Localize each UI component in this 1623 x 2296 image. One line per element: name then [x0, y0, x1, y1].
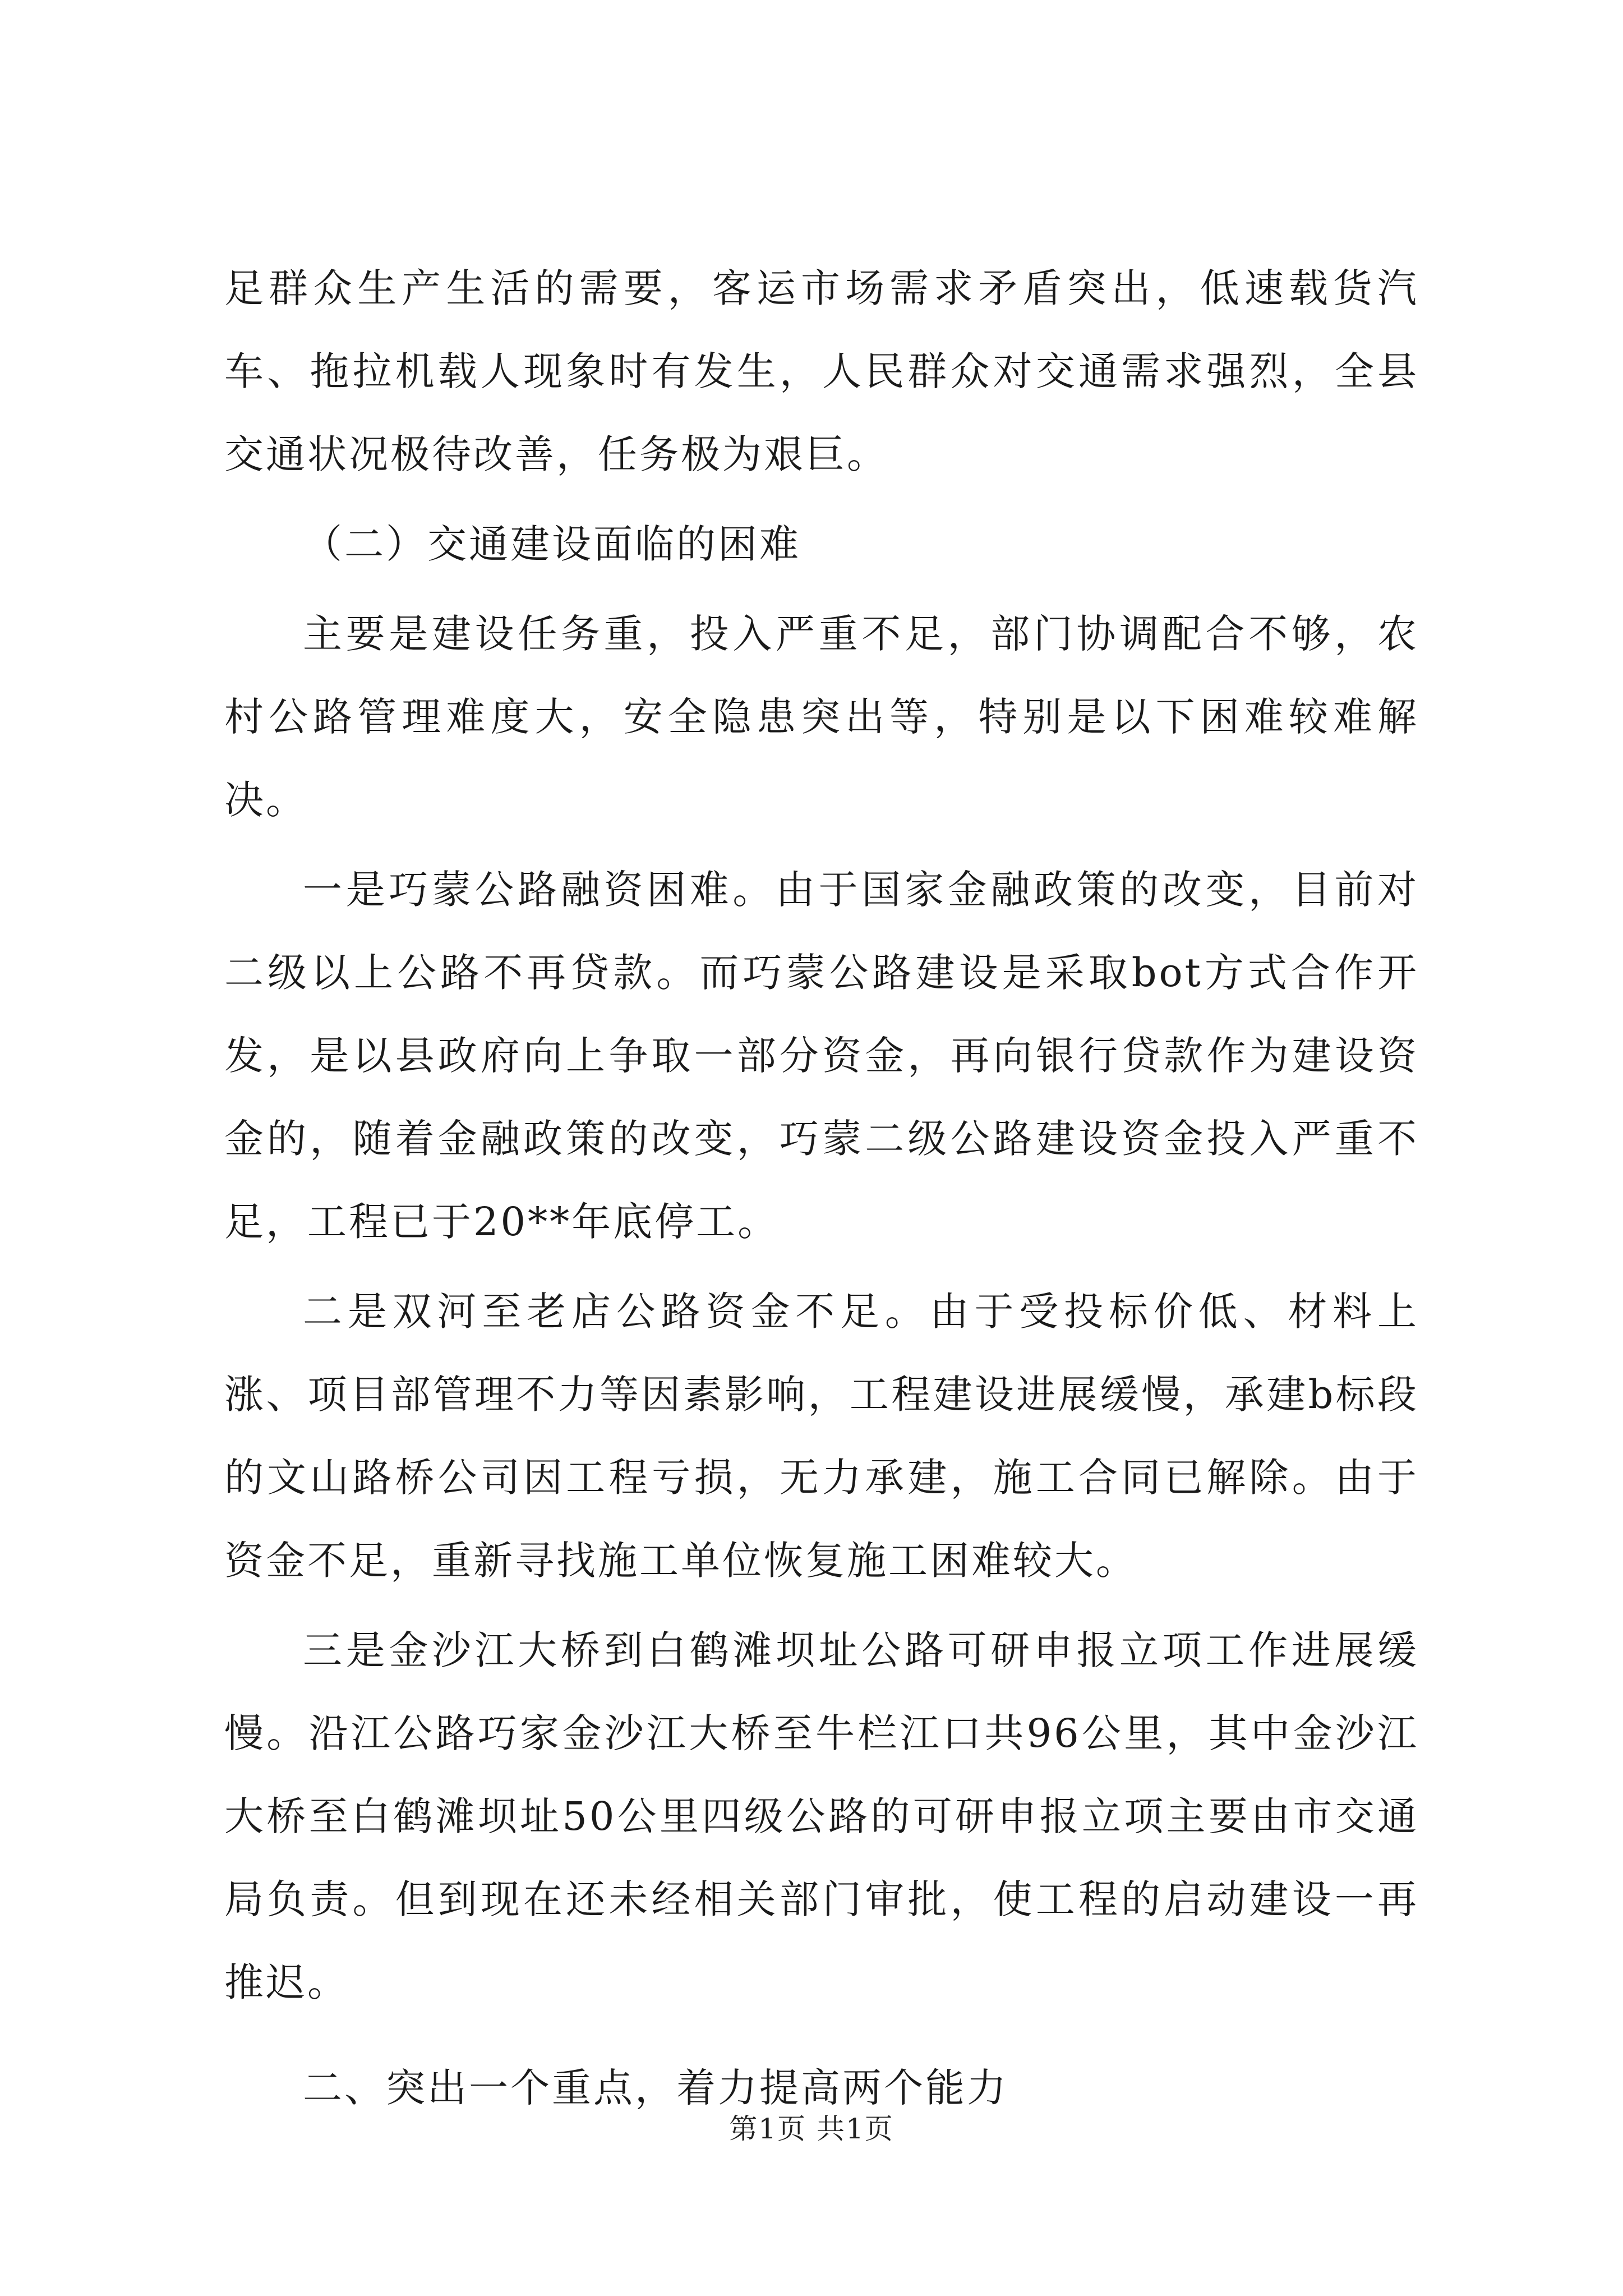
page-footer: 第1页 共1页 [729, 2113, 894, 2145]
paragraph-summary: 主要是建设任务重，投入严重不足，部门协调配合不够，农村公路管理难度大，安全隐患突出等，特别是以下困难较难解决。 [224, 611, 1419, 823]
paragraph-point-one: 一是巧蒙公路融资困难。由于国家金融政策的改变，目前对二级以上公路不再贷款。而巧蒙公路建设是采取bot方式合作开发，是以县政府向上争取一部分资金，再向银行贷款作为建设资金的，随着金融政策的改变，巧蒙二级公路建设资金投入严重不足，工程已于20**年底停工。 [224, 867, 1419, 1245]
section-heading: 二、突出一个重点，着力提高两个能力 [303, 2065, 1008, 2111]
document-body [224, 247, 1419, 2129]
paragraph-point-two: 二是双河至老店公路资金不足。由于受投标价低、材料上涨、项目部管理不力等因素影响，工程建设进展缓慢，承建b标段的文山路桥公司因工程亏损，无力承建，施工合同已解除。由于资金不足，重新寻找施工单位恢复施工困难较大。 [224, 1289, 1419, 1584]
paragraph-continuation: 足群众生产生活的需要，客运市场需求矛盾突出，低速载货汽车、拖拉机载人现象时有发生，人民群众对交通需求强烈，全县交通状况极待改善，任务极为艰巨。 [224, 265, 1419, 477]
paragraph-point-three: 三是金沙江大桥到白鹤滩坝址公路可研申报立项工作进展缓慢。沿江公路巧家金沙江大桥至牛栏江口共96公里，其中金沙江大桥至白鹤滩坝址50公里四级公路的可研申报立项主要由市交通局负责。但到现在还未经相关部门审批，使工程的启动建设一再推迟。 [224, 1627, 1419, 2005]
subsection-heading: （二）交通建设面临的困难 [303, 521, 801, 567]
